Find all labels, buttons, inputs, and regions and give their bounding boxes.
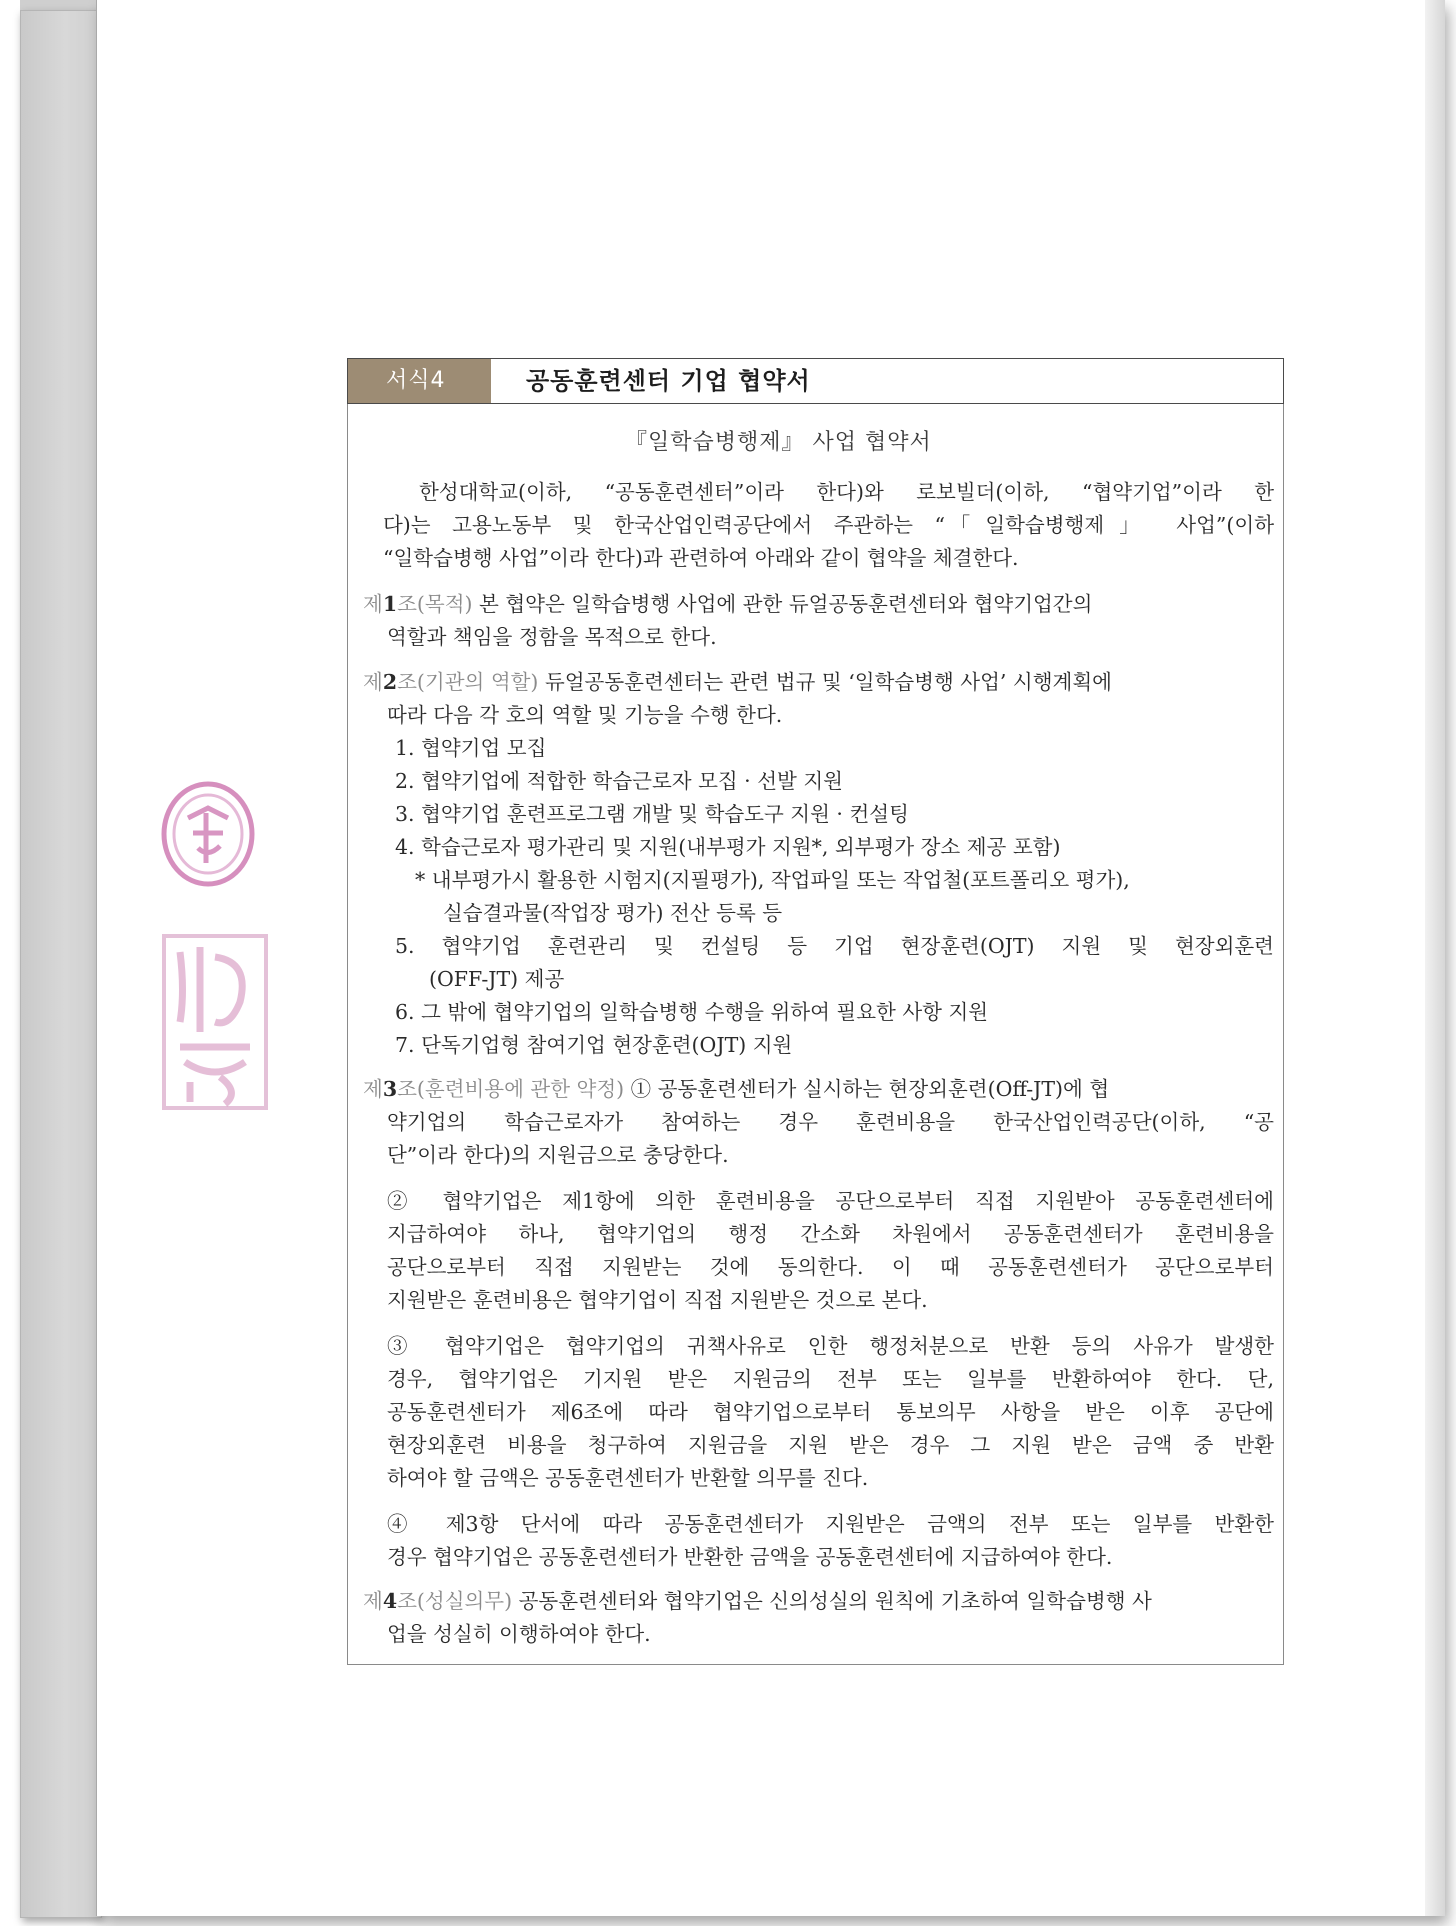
article-4-text: 업을 성실히 이행하여야 한다. — [387, 1622, 651, 1646]
article-3-para-3: 현장외훈련 비용을 청구하여 지원금을 지원 받은 경우 그 지원 받은 금액 중 반환 — [387, 1433, 1274, 1457]
article-3-text: 약기업의 학습근로자가 참여하는 경우 훈련비용을 한국산업인력공단(이하, “공 — [387, 1110, 1274, 1134]
document-title: 『일학습병행제』 사업 협약서 — [625, 430, 932, 455]
article-3-para-4: ④ 제3항 단서에 따라 공동훈련센터가 지원받은 금액의 전부 또는 일부를 반환한 — [387, 1512, 1274, 1536]
square-seal-stamp — [160, 932, 270, 1112]
intro-line: 한성대학교(이하, “공동훈련센터”이라 한다)와 로보빌더(이하, “협약기업”이라 한 — [419, 480, 1274, 504]
article-4-heading: 제4조(성실의무) 공동훈련센터와 협약기업은 신의성실의 원칙에 기초하여 일학습병행 사 — [363, 1589, 1152, 1613]
list-note: 실습결과물(작업장 평가) 전산 등록 등 — [443, 901, 783, 925]
list-item: 5. 협약기업 훈련관리 및 컨설팅 등 기업 현장훈련(OJT) 지원 및 현장외훈련 — [395, 934, 1274, 958]
article-3-para-2: 공단으로부터 직접 지원받는 것에 동의한다. 이 때 공동훈련센터가 공단으로부터 — [387, 1255, 1274, 1279]
form-number-tag: 서식4 — [348, 359, 491, 403]
article-3-para-2: 지원받은 훈련비용은 협약기업이 직접 지원받은 것으로 본다. — [387, 1288, 928, 1312]
article-3-text: 단”이라 한다)의 지원금으로 충당한다. — [387, 1143, 729, 1167]
list-item: (OFF-JT) 제공 — [429, 967, 565, 991]
round-seal-stamp — [158, 778, 260, 890]
agreement-form — [347, 358, 1284, 1665]
list-item: 6. 그 밖에 협약기업의 일학습병행 수행을 위하여 필요한 사항 지원 — [395, 1000, 989, 1024]
article-3-para-2: 지급하여야 하나, 협약기업의 행정 간소화 차원에서 공동훈련센터가 훈련비용을 — [387, 1222, 1274, 1246]
list-item: 1. 협약기업 모집 — [395, 736, 547, 760]
intro-line: “일학습병행 사업”이라 한다)과 관련하여 아래와 같이 협약을 체결한다. — [383, 546, 1019, 570]
list-note: * 내부평가시 활용한 시험지(지필평가), 작업파일 또는 작업철(포트폴리오 평가), — [415, 868, 1130, 892]
article-2-text: 따라 다음 각 호의 역할 및 기능을 수행 한다. — [387, 703, 783, 727]
list-item: 2. 협약기업에 적합한 학습근로자 모집 · 선발 지원 — [395, 769, 843, 793]
form-header — [347, 358, 1284, 404]
list-item: 3. 협약기업 훈련프로그램 개발 및 학습도구 지원 · 컨설팅 — [395, 802, 909, 826]
form-heading: 공동훈련센터 기업 협약서 — [526, 367, 811, 395]
book-spine — [20, 10, 102, 1918]
article-3-heading: 제3조(훈련비용에 관한 약정) ① 공동훈련센터가 실시하는 현장외훈련(Off-JT)에 협 — [363, 1077, 1110, 1101]
article-3-para-3: ③ 협약기업은 협약기업의 귀책사유로 인한 행정처분으로 반환 등의 사유가 발생한 — [387, 1334, 1274, 1358]
intro-line: 다)는 고용노동부 및 한국산업인력공단에서 주관하는 “「일학습병행제」 사업”(이하 — [383, 513, 1274, 537]
list-item: 4. 학습근로자 평가관리 및 지원(내부평가 지원*, 외부평가 장소 제공 포함) — [395, 835, 1061, 859]
article-3-para-2: ② 협약기업은 제1항에 의한 훈련비용을 공단으로부터 직접 지원받아 공동훈련센터에 — [387, 1189, 1274, 1213]
article-3-para-3: 공동훈련센터가 제6조에 따라 협약기업으로부터 통보의무 사항을 받은 이후 공단에 — [387, 1400, 1274, 1424]
page-edge-shadow — [1425, 0, 1445, 1916]
article-3-para-4: 경우 협약기업은 공동훈련센터가 반환한 금액을 공동훈련센터에 지급하여야 한다. — [387, 1545, 1113, 1569]
article-3-para-3: 하여야 할 금액은 공동훈련센터가 반환할 의무를 진다. — [387, 1466, 869, 1490]
article-1-text: 역할과 책임을 정함을 목적으로 한다. — [387, 625, 717, 649]
article-3-para-3: 경우, 협약기업은 기지원 받은 지원금의 전부 또는 일부를 반환하여야 한다. 단, — [387, 1367, 1274, 1391]
article-2-heading: 제2조(기관의 역할) 듀얼공동훈련센터는 관련 법규 및 ‘일학습병행 사업’ 시행계획에 — [363, 670, 1112, 694]
article-1-heading: 제1조(목적) 본 협약은 일학습병행 사업에 관한 듀얼공동훈련센터와 협약기업간의 — [363, 592, 1093, 616]
list-item: 7. 단독기업형 참여기업 현장훈련(OJT) 지원 — [395, 1033, 793, 1057]
